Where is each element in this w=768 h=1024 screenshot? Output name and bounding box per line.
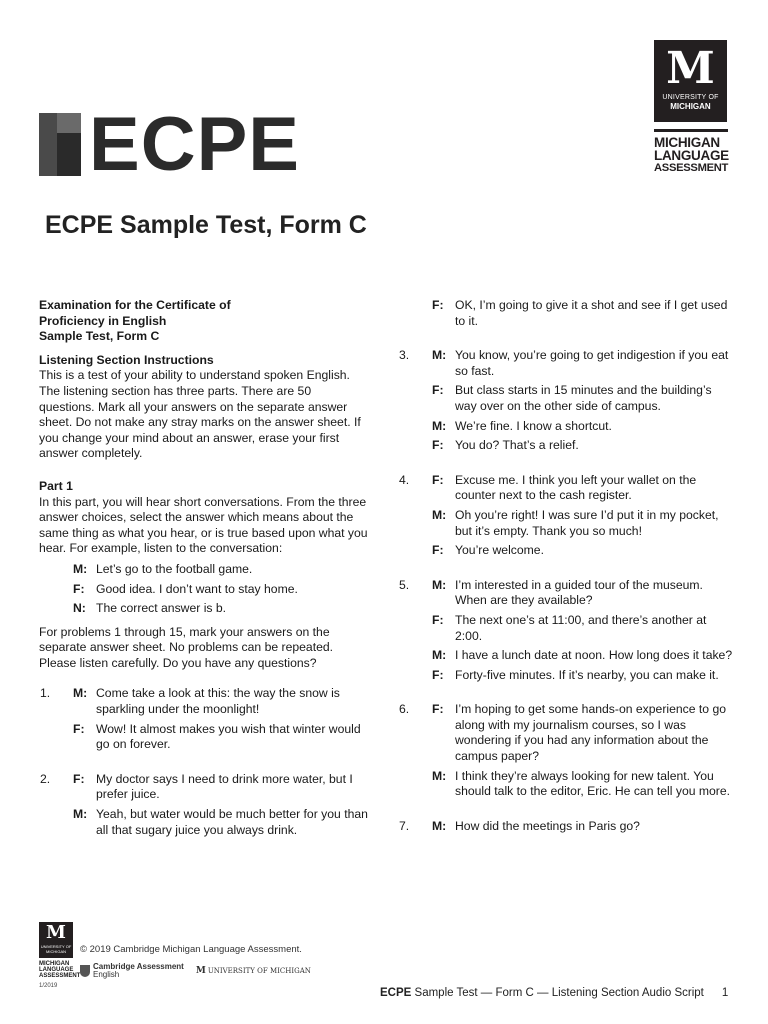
example-line: N: The correct answer is b. — [73, 601, 227, 616]
dialogue-line: 4. F: Excuse me. I think you left your wallet on the counter next to the cash register. — [399, 472, 697, 503]
ecpe-mark-icon — [39, 113, 81, 176]
right-column — [398, 298, 734, 838]
dialogue-line: F: You’re welcome. — [432, 543, 544, 558]
page-title: ECPE Sample Test, Form C — [45, 211, 367, 239]
dialogue-line: M: I have a lunch date at noon. How long does it take? — [432, 648, 733, 663]
copyright: © 2019 Cambridge Michigan Language Assessment. — [80, 944, 302, 955]
mla-name: MICHIGAN LANGUAGE ASSESSMENT — [654, 135, 729, 174]
dialogue-line: F: But class starts in 15 minutes and the building’s way over on the other side of campus. — [432, 383, 712, 413]
dialogue-line: 6. F: I’m hoping to get some hands-on experience to go along with my journalism courses, so I was wondering if you had any information about the campus paper? — [399, 702, 727, 764]
dialogue-line: F: Forty-five minutes. If it’s nearby, you can make it. — [432, 667, 719, 682]
dialogue-line: F: The next one’s at 11:00, and there’s another at 2:00. — [432, 612, 707, 643]
part-text: In this part, you will hear short conversations. From the three answer choices, select the answer which means about the same thing as what you hear, or is true based upon what you hear. For example, listen to the conversation: — [39, 494, 368, 556]
dialogue-line: F: You do? That’s a relief. — [432, 438, 579, 453]
footer-doc-title: ECPE Sample Test — Form C — Listening Section Audio Script 1 — [380, 987, 729, 999]
dialogue-line: M: I think they’re always looking for new talent. You should talk to the editor, Eric. He can tell you more. — [432, 768, 731, 799]
exam-heading-line: Examination for the Certificate of — [39, 298, 231, 312]
problems-text: For problems 1 through 15, mark your answers on the separate answer sheet. No problems can be repeated. Please listen carefully. Do you have any questions? — [39, 624, 334, 670]
dialogue-line: 7. M: How did the meetings in Paris go? — [399, 818, 640, 833]
block-m-logo: M UNIVERSITY OF MICHIGAN — [654, 40, 727, 122]
instructions-text: This is a test of your ability to understand spoken English. The listening section has three parts. There are 50 questions. Mark all your answers on the separate answer sheet. Do not make any stray marks on the answer sheet. If you change your mind about an answer, erase your first answer completely. — [39, 368, 361, 461]
dialogue-line: 2. F: My doctor says I need to drink more water, but I prefer juice. — [40, 771, 353, 802]
dialogue-line: M: Yeah, but water would be much better for you than all that sugary juice you always drink. — [73, 807, 368, 837]
dialogue-line: F: OK, I’m going to give it a shot and see if I get used to it. — [432, 298, 728, 328]
dialogue-line: 3. M: You know, you’re going to get indigestion if you eat so fast. — [399, 348, 729, 378]
page-number: 1 — [721, 987, 729, 999]
exam-heading-line: Proficiency in English — [39, 313, 167, 328]
ecpe-wordmark: ECPE — [89, 102, 300, 187]
example-line: F: Good idea. I don’t want to stay home. — [73, 581, 298, 596]
example-line: M: Let’s go to the football game. — [73, 561, 253, 576]
dialogue-line: M: Oh you’re right! I was sure I’d put it in my pocket, but it’s empty. Thank you so much! — [432, 507, 719, 538]
ecpe-logo — [39, 102, 300, 187]
michigan-language-assessment-logo — [654, 40, 728, 175]
dialogue-line: 5. M: I’m interested in a guided tour of the museum. When are they available? — [399, 577, 703, 608]
dialogue-line: F: Wow! It almost makes you wish that winter would go on forever. — [73, 721, 361, 752]
cambridge-logo: Cambridge Assessment English — [93, 962, 184, 979]
exam-heading-line: Sample Test, Form C — [39, 329, 160, 344]
left-column — [39, 298, 369, 842]
partner-logos — [80, 963, 311, 979]
university-of-michigan-logo: M UNIVERSITY OF MICHIGAN — [195, 966, 311, 976]
dialogue-line: 1. M: Come take a look at this: the way the snow is sparkling under the moonlight! — [40, 686, 340, 717]
dialogue-line: M: We’re fine. I know a shortcut. — [432, 418, 612, 433]
instructions-heading: Listening Section Instructions — [39, 352, 214, 367]
footer-mla-logo: M UNIVERSITY OF MICHIGAN MICHIGAN LANGUAGE ASSESSMENT 1/2019 — [39, 922, 81, 989]
footer-date: 1/2019 — [39, 983, 58, 989]
cambridge-shield-icon — [80, 965, 90, 977]
part-heading: Part 1 — [39, 478, 73, 493]
